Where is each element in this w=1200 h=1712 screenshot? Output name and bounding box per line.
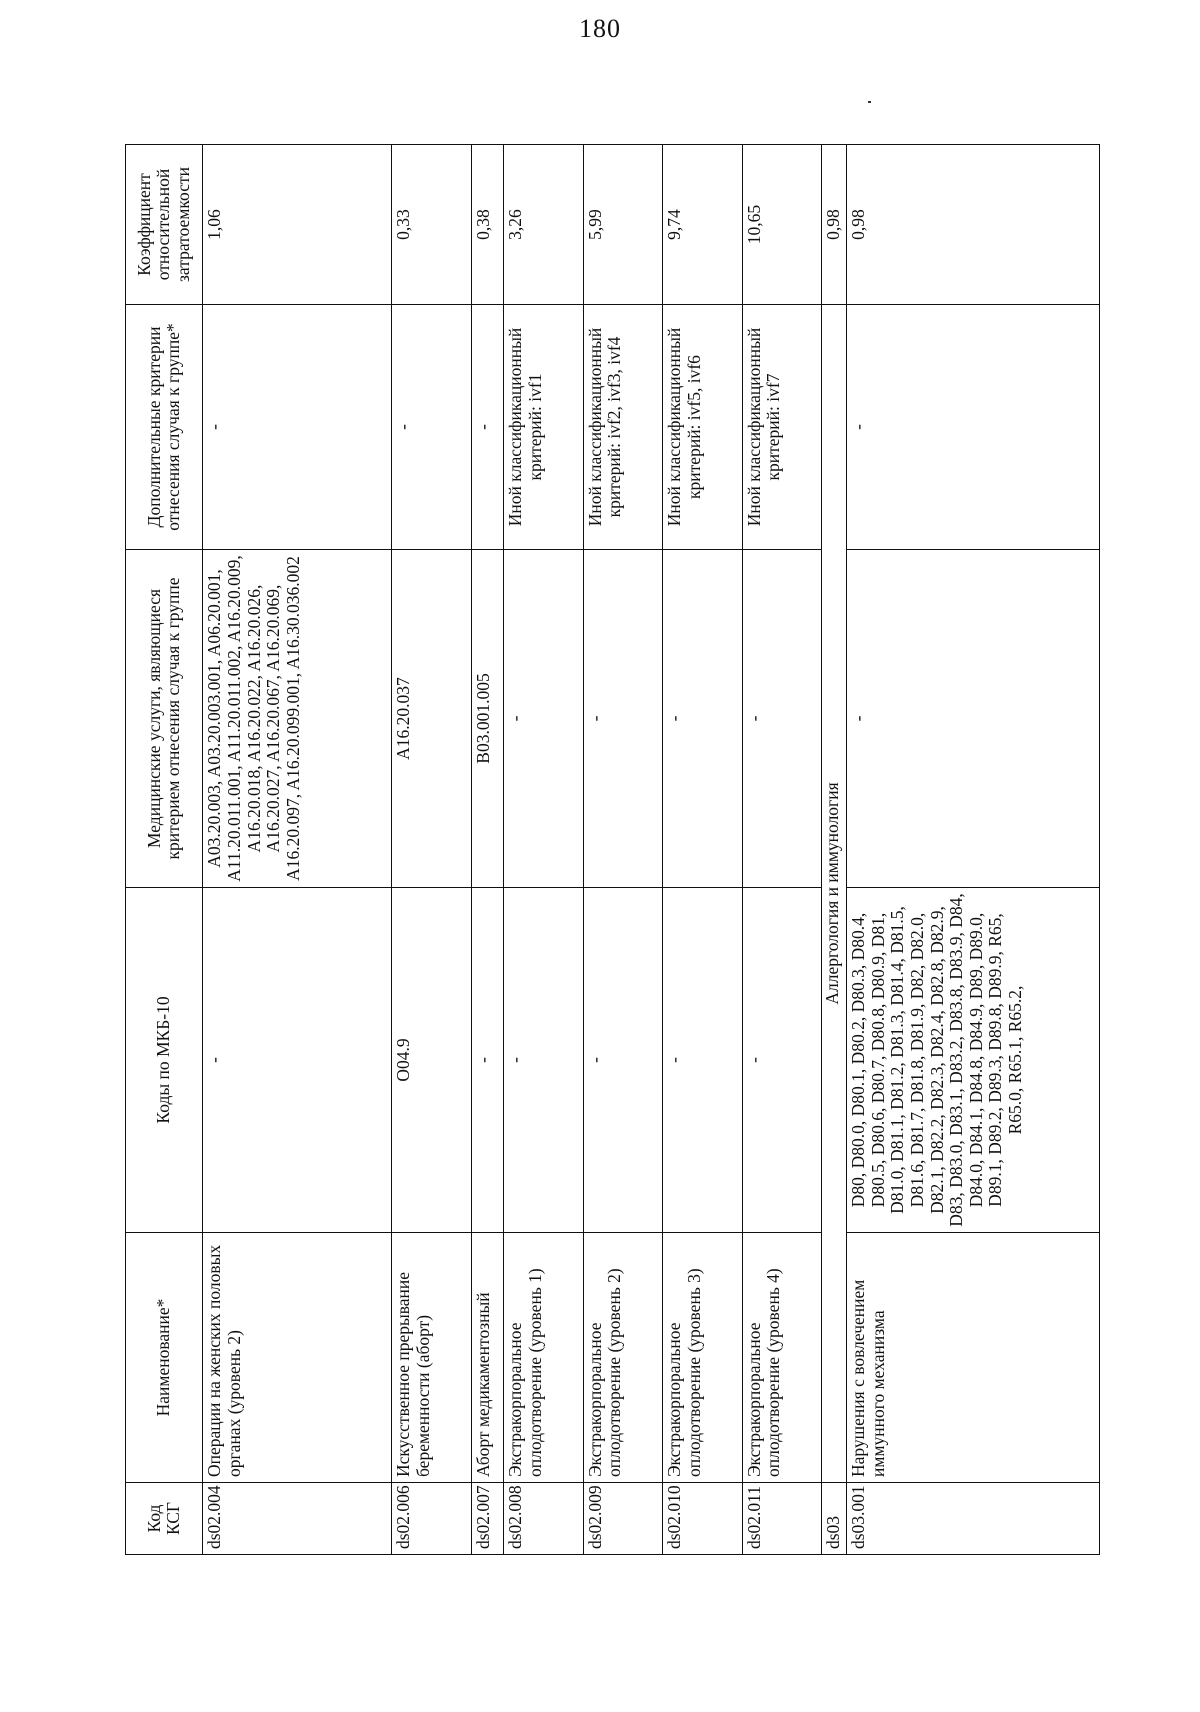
- header-name: Наименование*: [126, 1233, 203, 1483]
- page-number: 180: [579, 14, 621, 43]
- cell-icd: -: [471, 888, 504, 1233]
- cell-services: B03.001.005: [471, 550, 504, 888]
- cell-coef: 5,99: [583, 145, 663, 305]
- table-row: [203, 145, 392, 1555]
- cell-name: Экстракорпоральное оплодотворение (уровень 4): [742, 1233, 822, 1483]
- cell-icd: -: [742, 888, 822, 1233]
- cell-name: Искусственное прерывание беременности (аборт): [392, 1233, 472, 1483]
- cell-coef: 0,98: [847, 145, 1100, 305]
- cell-coef: 3,26: [504, 145, 584, 305]
- scan-speck: [868, 101, 871, 103]
- cell-criteria: Иной классификационный критерий: ivf5, ivf6: [663, 305, 743, 550]
- cell-coef: 9,74: [663, 145, 743, 305]
- cell-criteria: -: [392, 305, 472, 550]
- cell-code: ds02.010: [663, 1483, 743, 1555]
- table-row: [504, 145, 584, 1555]
- table-row: [583, 145, 663, 1555]
- cell-icd: -: [663, 888, 743, 1233]
- rotated-table-container: [125, 145, 1100, 1555]
- cell-criteria: -: [471, 305, 504, 550]
- cell-services: A03.20.003, A03.20.003.001, A06.20.001, A11.20.011.001, A11.20.011.002, A16.20.009, A16.20.018, A16.20.022, A16.20.026, A16.20.027, A16.20.067, A16.20.069, A16.20.097, A16.20.099.001, A16.30.036.002: [203, 550, 392, 888]
- cell-criteria: -: [203, 305, 392, 550]
- header-criteria: Дополнительные критерии отнесения случая к группе*: [126, 305, 203, 550]
- cell-criteria: Иной классификационный критерий: ivf1: [504, 305, 584, 550]
- cell-name: Операции на женских половых органах (уровень 2): [203, 1233, 392, 1483]
- section-coef: 0,98: [822, 145, 847, 305]
- cell-name: Аборт медикаментозный: [471, 1233, 504, 1483]
- cell-criteria: Иной классификационный критерий: ivf7: [742, 305, 822, 550]
- cell-services: -: [583, 550, 663, 888]
- table-row: [663, 145, 743, 1555]
- cell-criteria: -: [847, 305, 1100, 550]
- cell-name: Экстракорпоральное оплодотворение (уровень 1): [504, 1233, 584, 1483]
- cell-icd: D80, D80.0, D80.1, D80.2, D80.3, D80.4, D80.5, D80.6, D80.7, D80.8, D80.9, D81, D81.0, D81.1, D81.2, D81.3, D81.4, D81.5, D81.6, D81.7, D81.8, D81.9, D82, D82.0, D82.1, D82.2, D82.3, D82.4, D82.8, D82.9, D83, D83.0, D83.1, D83.2, D83.8, D83.9, D84, D84.0, D84.1, D84.8, D84.9, D89, D89.0, D89.1, D89.2, D89.3, D89.8, D89.9, R65, R65.0, R65.1, R65.2,: [847, 888, 1100, 1233]
- table-header-row: [126, 145, 203, 1555]
- cell-icd: -: [504, 888, 584, 1233]
- cell-services: -: [663, 550, 743, 888]
- cell-code: ds02.006: [392, 1483, 472, 1555]
- cell-code: ds02.009: [583, 1483, 663, 1555]
- table-row: [392, 145, 472, 1555]
- section-title: Аллергология и иммунология: [822, 305, 847, 1483]
- cell-services: -: [847, 550, 1100, 888]
- cell-services: -: [504, 550, 584, 888]
- cell-code: ds02.008: [504, 1483, 584, 1555]
- section-code: ds03: [822, 1483, 847, 1555]
- cell-name: Нарушения с вовлечением иммунного механизма: [847, 1233, 1100, 1483]
- table-row: [847, 145, 1100, 1555]
- cell-icd: -: [203, 888, 392, 1233]
- cell-services: A16.20.037: [392, 550, 472, 888]
- table-row: [471, 145, 504, 1555]
- cell-criteria: Иной классификационный критерий: ivf2, ivf3, ivf4: [583, 305, 663, 550]
- cell-name: Экстракорпоральное оплодотворение (уровень 2): [583, 1233, 663, 1483]
- ksg-table: [125, 144, 1100, 1555]
- cell-coef: 0,38: [471, 145, 504, 305]
- cell-icd: O04.9: [392, 888, 472, 1233]
- cell-coef: 1,06: [203, 145, 392, 305]
- cell-services: -: [742, 550, 822, 888]
- cell-code: ds02.011: [742, 1483, 822, 1555]
- cell-code: ds02.004: [203, 1483, 392, 1555]
- section-row: [822, 145, 847, 1555]
- header-icd: Коды по МКБ-10: [126, 888, 203, 1233]
- cell-name: Экстракорпоральное оплодотворение (уровень 3): [663, 1233, 743, 1483]
- cell-code: ds02.007: [471, 1483, 504, 1555]
- cell-coef: 10,65: [742, 145, 822, 305]
- header-services: Медицинские услуги, являющиеся критерием отнесения случая к группе: [126, 550, 203, 888]
- header-code: Код КСГ: [126, 1483, 203, 1555]
- cell-code: ds03.001: [847, 1483, 1100, 1555]
- table-row: [742, 145, 822, 1555]
- header-coef: Коэффициент относительной затратоемкости: [126, 145, 203, 305]
- cell-coef: 0,33: [392, 145, 472, 305]
- cell-icd: -: [583, 888, 663, 1233]
